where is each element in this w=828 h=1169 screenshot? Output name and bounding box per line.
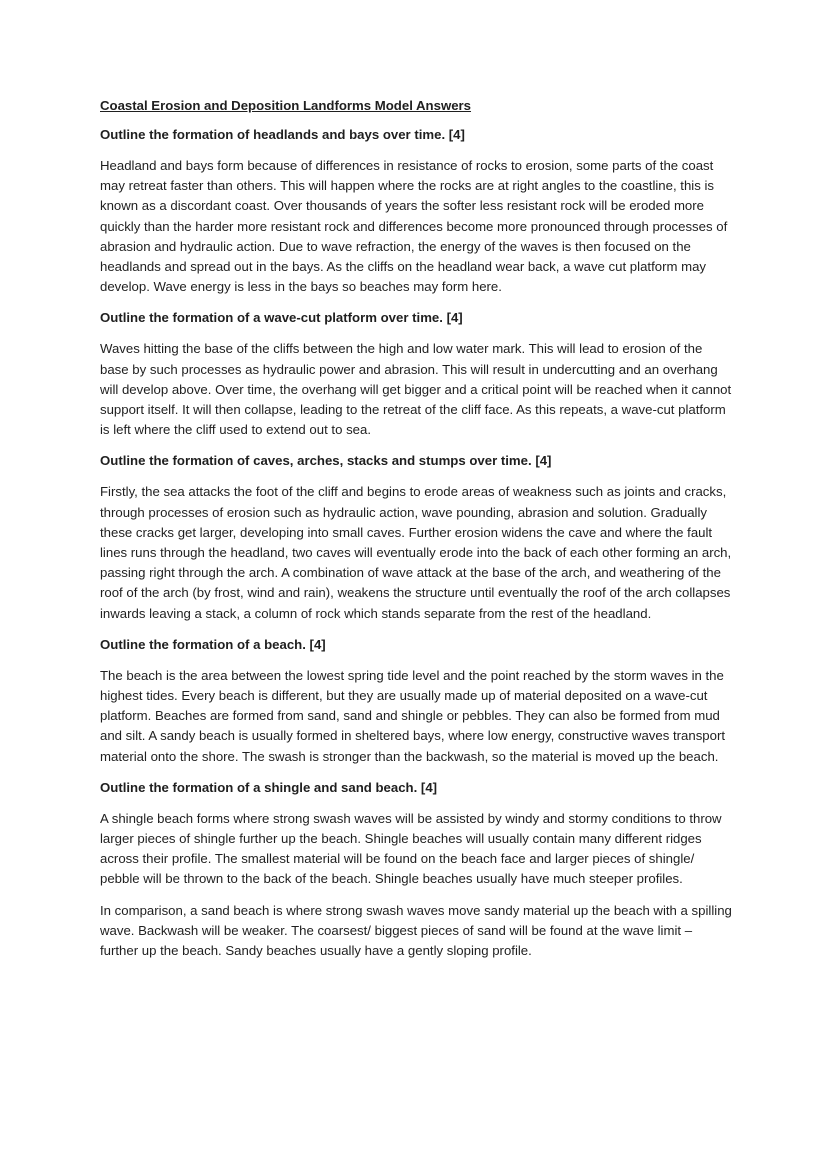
- section-wave-cut-platform: [100, 308, 732, 440]
- document-title: Coastal Erosion and Deposition Landforms Model Answers: [100, 98, 472, 113]
- section-caves-arches-stacks: [100, 451, 732, 623]
- section-headlands-bays: [100, 125, 732, 297]
- answer-paragraph: Firstly, the sea attacks the foot of the cliff and begins to erode areas of weakness such as joints and cracks, through processes of erosion such as hydraulic action, wave pounding, abrasion and solution. Gradually these cracks get larger, developing into small caves. Further erosion widens the cave and where the fault lines runs through the headland, two caves will eventually erode into the back of each other forming an arch, passing right through the arch. A combination of wave attack at the base of the arch, and weathering of the roof of the arch (by frost, wind and rain), weakens the structure until eventually the roof of the arch collapses inwards leaving a stack, a column of rock which stands separate from the rest of the headland.: [100, 484, 732, 621]
- section-shingle-sand-beach: [100, 778, 732, 961]
- answer-paragraph: Waves hitting the base of the cliffs between the high and low water mark. This will lead to erosion of the base by such processes as hydraulic power and abrasion. This will result in undercutting and an overhang will develop above. Over time, the overhang will get bigger and a critical point will be reached when it cannot support itself. It will then collapse, leading to the retreat of the cliff face. As this repeats, a wave-cut platform is left where the cliff used to extend out to sea.: [100, 341, 732, 438]
- question-heading: Outline the formation of headlands and bays over time. [4]: [100, 127, 465, 142]
- answer-paragraph: The beach is the area between the lowest spring tide level and the point reached by the storm waves in the highest tides. Every beach is different, but they are usually made up of material deposited on a wave-cut platform. Beaches are formed from sand, sand and shingle or pebbles. They can also be formed from mud and silt. A sandy beach is usually formed in sheltered bays, where low energy, constructive waves transport material onto the shore. The swash is stronger than the backwash, so the material is moved up the beach.: [100, 667, 726, 764]
- answer-paragraph: A shingle beach forms where strong swash waves will be assisted by windy and stormy conditions to throw larger pieces of shingle further up the beach. Shingle beaches will usually contain many different ridges across their profile. The smallest material will be found on the beach face and larger pieces of shingle/ pebble will be thrown to the back of the beach. Shingle beaches usually have much steeper profiles.: [100, 810, 722, 887]
- answer-paragraph: In comparison, a sand beach is where strong swash waves move sandy material up the beach with a spilling wave. Backwash will be weaker. The coarsest/ biggest pieces of sand will be found at the wave limit – further up the beach. Sandy beaches usually have a gently sloping profile.: [100, 902, 732, 959]
- question-heading: Outline the formation of a shingle and sand beach. [4]: [100, 779, 438, 795]
- document-page: [100, 96, 732, 972]
- answer-paragraph: Headland and bays form because of differences in resistance of rocks to erosion, some parts of the coast may retreat faster than others. This will happen where the rocks are at right angles to the coastline, this is known as a discordant coast. Over thousands of years the softer less resistant rock will be eroded more quickly than the harder more resistant rock and differences become more pronounced through processes of abrasion and hydraulic action. Due to wave refraction, the energy of the waves is then focused on the headlands and spread out in the bays. As the cliffs on the headland wear back, a wave cut platform may develop. Wave energy is less in the bays so beaches may form here.: [100, 158, 728, 295]
- section-beach: [100, 635, 732, 767]
- question-heading: Outline the formation of a wave-cut platform over time. [4]: [100, 310, 463, 326]
- question-heading: Outline the formation of a beach. [4]: [100, 636, 326, 652]
- question-heading: Outline the formation of caves, arches, stacks and stumps over time. [4]: [100, 453, 552, 469]
